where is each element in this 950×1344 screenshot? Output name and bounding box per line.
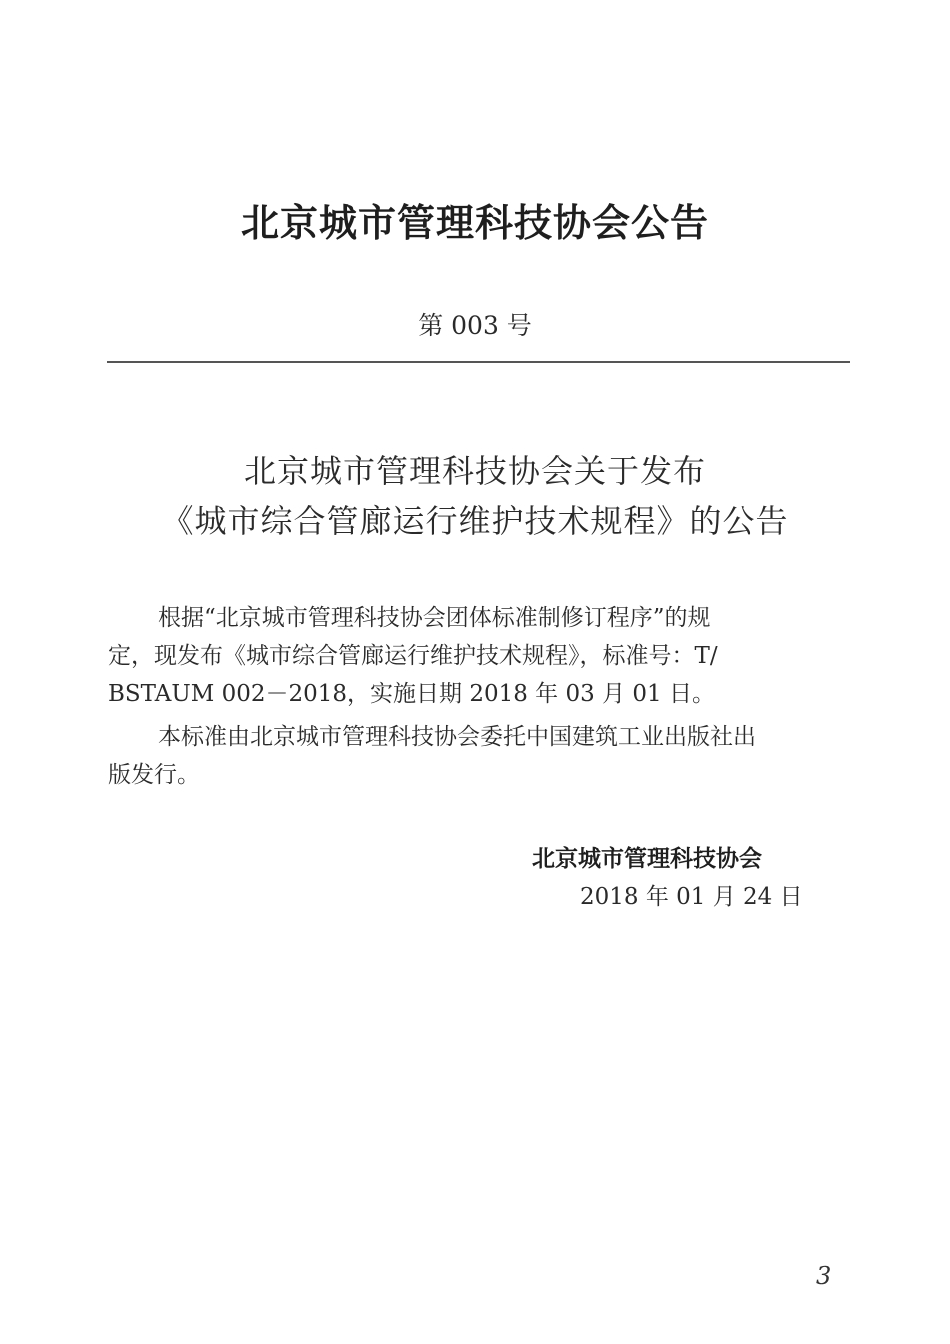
divider-line [107, 361, 850, 363]
heading-line-1: 北京城市管理科技协会关于发布 [243, 452, 706, 490]
body-paragraph-2 [108, 718, 853, 794]
body-paragraph-1-line-1: 根据“北京城市管理科技协会团体标准制修订程序”的规 [158, 605, 711, 631]
announcement-title: 北京城市管理科技协会公告 [240, 201, 709, 245]
body-paragraph-2-line-1: 本标准由北京城市管理科技协会委托中国建筑工业出版社出 [158, 724, 756, 750]
body-paragraph-2-line-2: 版发行。 [108, 762, 200, 788]
heading-line-2: 《城市综合管廊运行维护技术规程》的公告 [161, 502, 789, 540]
body-paragraph-1-line-2: 定，现发布《城市综合管廊运行维护技术规程》，标准号：T/ [108, 643, 718, 669]
page-number: 3 [816, 1262, 832, 1290]
signature-organization: 北京城市管理科技协会 [532, 846, 762, 872]
body-paragraph-1-line-3: BSTAUM 002－2018，实施日期 2018 年 03 月 01 日。 [108, 681, 715, 707]
issue-number: 第 003 号 [418, 311, 532, 340]
signature-date: 2018 年 01 月 24 日 [580, 884, 803, 910]
body-paragraph-1 [108, 599, 853, 713]
